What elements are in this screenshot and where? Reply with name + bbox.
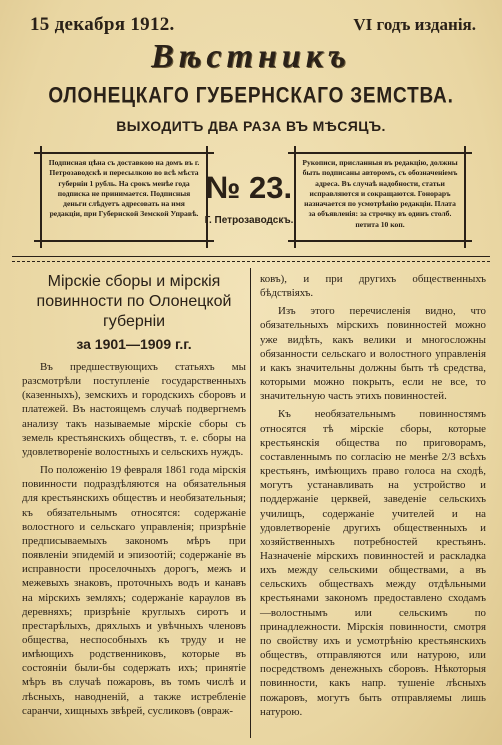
- article-paragraph: Изъ этого перечисленія видно, что обязательныхъ мірскихъ повинностей можно уже видѣть, какъ велики и многосложны обязанности сельскаго и волостного управленія и какъ значительны должны быть тѣ средства, которыми можно покрыть, если не все, то значительную часть этихъ повинностей.: [260, 305, 486, 403]
- publication-city: Г. Петрозаводскъ.: [204, 215, 294, 226]
- issue-date: 15 декабря 1912.: [30, 14, 175, 35]
- ornamental-rule: [12, 261, 490, 262]
- article-title: [22, 272, 246, 354]
- article-column-right: [260, 272, 486, 723]
- subscription-box: [40, 146, 208, 248]
- publication-year: VI годъ изданія.: [353, 15, 476, 34]
- article-period: за 1901—1909 г.г.: [76, 336, 192, 352]
- publication-frequency: ВЫХОДИТЪ ДВА РАЗА ВЪ МѢСЯЦЪ.: [116, 118, 386, 134]
- article-paragraph: Къ необязательнымъ повинностямъ относятся тѣ мірскіе сборы, которые крестьянскія общества по приговорамъ, составленнымъ по согласію не менѣе 2/3 всѣхъ крестьянъ, имѣющихъ право голоса на сходѣ, могутъ устанавливать на устройство и поддержаніе церквей, заведеніе сельскихъ училищъ, содержаніе учителей и на удовлетвореніе другихъ общественныхъ и хозяйственныхъ потребностей крестьянъ. Назначеніе мірскихъ повинностей и раскладка ихъ между сельскими обществами, а въ сельскихъ обществахъ между отдѣльными крестьянами закономъ предоставлено сходамъ—волостнымъ или сельскимъ по принадлежности. Мірскія повинности, смотря по свойству ихъ и усмотрѣнію крестьянскихъ обществъ, отправляются или натурою, или посредствомъ денежныхъ сборовъ. Нѣкоторыя повинности, какъ напр. тушеніе лѣсныхъ пожаровъ, могутъ быть отправляемы лишь натурою.: [260, 408, 486, 718]
- article-paragraph: По положенію 19 февраля 1861 года мірскія повинности подраздѣляются на обязательныя для крестьянскихъ обществъ и необязательныя; къ обязательнымъ относятся: содержаніе волостного и сельскаго управленія; призрѣніе предписываемыхъ закономъ мѣръ при появленіи эпидемій и эпизоотій; содержаніе въ исправности проселочныхъ дорогъ, межъ и межевыхъ знаковъ, проточныхъ водъ и канавъ на мірскихъ земляхъ; содержаніе караулов въ деревняхъ; призрѣніе круглыхъ сиротъ и престарѣлыхъ, дряхлыхъ и увѣчныхъ членовъ общества, неспособныхъ къ труду и не имѣющихъ родственниковъ, которые въ состояніи были-бы содержать ихъ; принятіе мѣръ въ случаѣ пожаровъ, въ томъ числѣ и лѣсныхъ, наводненій, а также истребленіе саранчи, хищныхъ звѣрей, сусликовъ (овраж-: [22, 464, 246, 717]
- column-divider: [250, 268, 251, 738]
- issue-number: № 23.: [205, 170, 293, 205]
- editorial-notice: Рукописи, присланныя въ редакцію, должны быть подписаны авторомъ, съ обозначеніемъ адреса. Въ случаѣ надобности, статьи исправляются и сокращаются. Гонораръ назначается по усмотрѣнію редакціи. Плата за объявленія: за строчку въ одинъ столб. петита 10 коп.: [302, 158, 458, 229]
- article-column-left: [22, 272, 246, 722]
- masthead-rule: [12, 256, 490, 257]
- article-paragraph: Въ предшествующихъ статьяхъ мы разсмотрѣли поступленіе государственныхъ (казенныхъ), земскихъ и городскихъ сборовъ и платежей. Въ настоящемъ случаѣ подвергнемъ анализу такъ называемые мірскіе сборы съ земель крестьянскихъ обществъ, т. е. сборы на удовлетвореніе волостныхъ и сельскихъ нуждъ.: [22, 361, 246, 458]
- article-paragraph: ковъ), и при другихъ общественныхъ бѣдствіяхъ.: [260, 273, 486, 300]
- subscription-notice: Подписная цѣна съ доставкою на домъ въ г. Петрозаводскѣ и пересылкою во всѣ мѣста губерніи 1 рубль. На срокъ менѣе года подписка не принимается. Подписныя деньги слѣдуетъ адресовать на имя редакціи, при Губернской Земской Управѣ.: [48, 158, 200, 219]
- newspaper-subtitle: ОЛОНЕЦКАГО ГУБЕРНСКАГО ЗЕМСТВА.: [48, 84, 454, 109]
- newspaper-title: Вѣстникъ: [151, 38, 351, 75]
- article-title-text: Мірскіе сборы и мірскія повинности по Олонецкой губерніи: [36, 273, 232, 330]
- editorial-box: [294, 146, 466, 248]
